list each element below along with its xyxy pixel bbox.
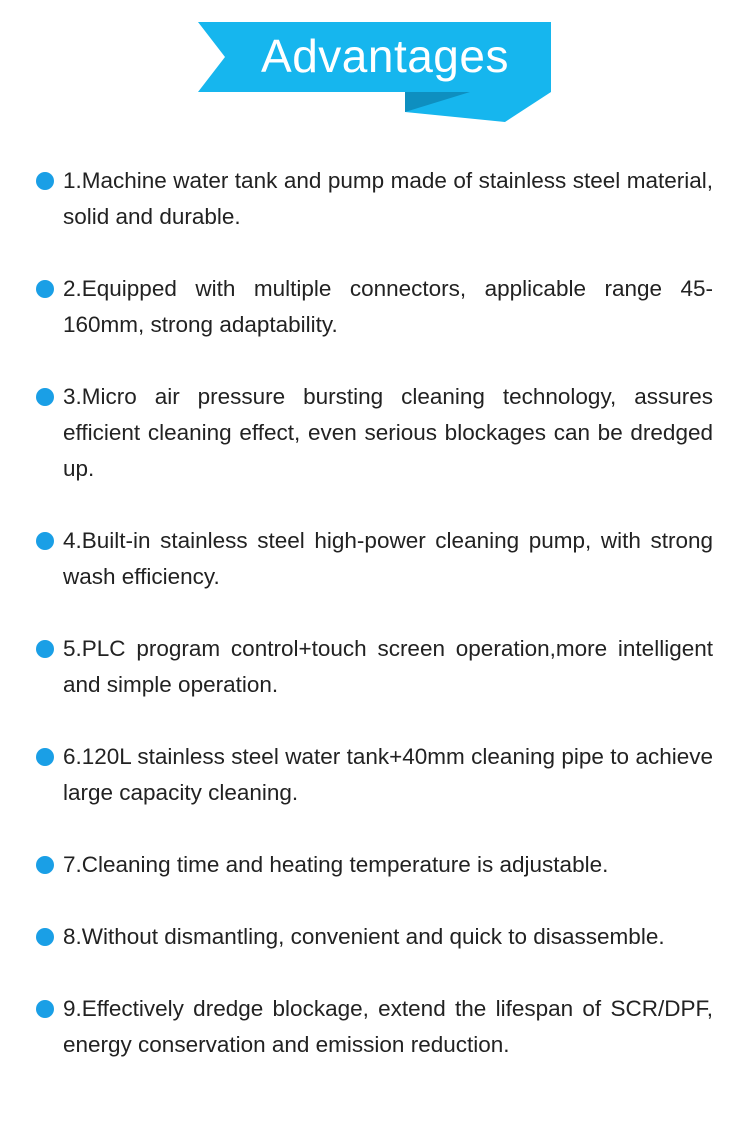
list-item-text: 6.120L stainless steel water tank+40mm cleaning pipe to achieve large capacity cleaning. bbox=[63, 744, 713, 805]
list-item-text: 4.Built-in stainless steel high-power cleaning pump, with strong wash efficiency. bbox=[63, 528, 713, 589]
list-item-text: 7.Cleaning time and heating temperature is adjustable. bbox=[63, 852, 609, 877]
list-item bbox=[36, 523, 713, 595]
list-item-text: 9.Effectively dredge blockage, extend the lifespan of SCR/DPF, energy conservation and emission reduction. bbox=[63, 996, 713, 1057]
list-item-text: 3.Micro air pressure bursting cleaning technology, assures efficient cleaning effect, even serious blockages can be dredged up. bbox=[63, 384, 713, 481]
list-item bbox=[36, 271, 713, 343]
page-title: Advantages bbox=[261, 30, 509, 82]
bullet-dot-icon bbox=[36, 388, 54, 406]
list-item bbox=[36, 163, 713, 235]
advantages-banner bbox=[0, 0, 750, 130]
bullet-dot-icon bbox=[36, 640, 54, 658]
list-item bbox=[36, 631, 713, 703]
bullet-dot-icon bbox=[36, 748, 54, 766]
list-item-text: 2.Equipped with multiple connectors, applicable range 45-160mm, strong adaptability. bbox=[63, 276, 713, 337]
list-item bbox=[36, 379, 713, 487]
bullet-dot-icon bbox=[36, 1000, 54, 1018]
bullet-dot-icon bbox=[36, 928, 54, 946]
list-item-text: 5.PLC program control+touch screen operation,more intelligent and simple operation. bbox=[63, 636, 713, 697]
list-item bbox=[36, 991, 713, 1063]
bullet-dot-icon bbox=[36, 280, 54, 298]
bullet-dot-icon bbox=[36, 856, 54, 874]
list-item bbox=[36, 847, 713, 883]
list-item-text: 8.Without dismantling, convenient and quick to disassemble. bbox=[63, 924, 665, 949]
list-item bbox=[36, 919, 713, 955]
bullet-dot-icon bbox=[36, 532, 54, 550]
bullet-dot-icon bbox=[36, 172, 54, 190]
advantages-list bbox=[36, 163, 713, 1099]
list-item bbox=[36, 739, 713, 811]
list-item-text: 1.Machine water tank and pump made of stainless steel material, solid and durable. bbox=[63, 168, 713, 229]
